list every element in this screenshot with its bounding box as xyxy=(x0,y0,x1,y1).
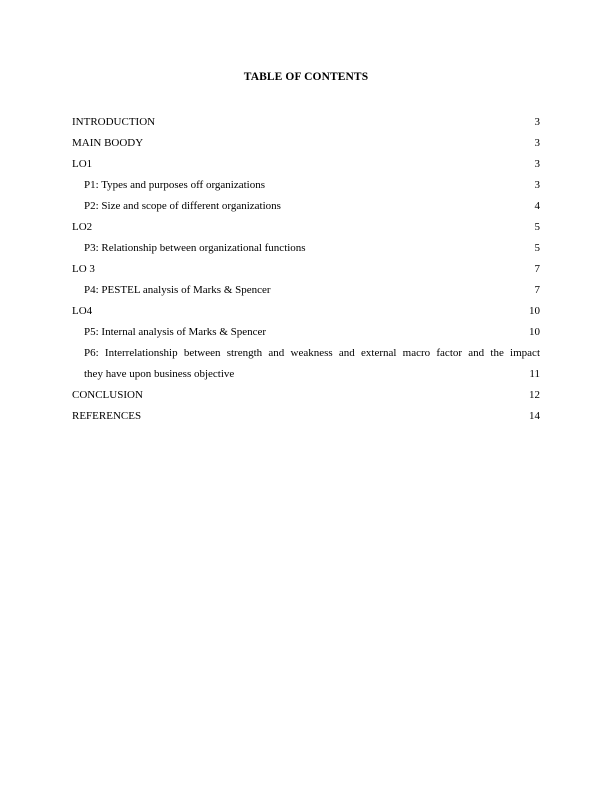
toc-entry-main-body[interactable] xyxy=(72,133,540,154)
toc-entry-label: P2: Size and scope of different organizations xyxy=(84,200,281,212)
toc-page-number: 14 xyxy=(529,410,540,422)
toc-title: TABLE OF CONTENTS xyxy=(243,71,369,83)
toc-page-number: 10 xyxy=(529,326,540,338)
toc-entry-p1[interactable] xyxy=(72,175,540,196)
toc-page-number: 3 xyxy=(534,137,540,149)
toc-page-number: 3 xyxy=(534,179,540,191)
toc-page-number: 12 xyxy=(529,389,540,401)
toc-entry-label: P4: PESTEL analysis of Marks & Spencer xyxy=(84,284,271,296)
toc-entry-introduction[interactable] xyxy=(72,112,540,133)
toc-entry-label: MAIN BOODY xyxy=(72,137,144,149)
toc-entry-label: INTRODUCTION xyxy=(72,116,156,128)
toc-entry-p5[interactable] xyxy=(72,322,540,343)
toc-entry-p6[interactable] xyxy=(72,343,540,385)
toc-entry-p3[interactable] xyxy=(72,238,540,259)
toc-entry-label: REFERENCES xyxy=(72,410,142,422)
toc-entry-lo2[interactable] xyxy=(72,217,540,238)
toc-entry-line2 xyxy=(84,364,540,385)
toc-page-number: 4 xyxy=(534,200,540,212)
toc-entry-lo1[interactable] xyxy=(72,154,540,175)
toc-entry-p4[interactable] xyxy=(72,280,540,301)
toc-entry-label: LO 3 xyxy=(72,263,95,275)
toc-page-number: 10 xyxy=(529,305,540,317)
toc-entry-label: LO1 xyxy=(72,158,93,170)
toc-entry-references[interactable] xyxy=(72,406,540,427)
toc-page-number: 11 xyxy=(529,368,540,380)
toc-page-number: 7 xyxy=(534,284,540,296)
toc-list xyxy=(72,112,540,427)
toc-entry-label: P1: Types and purposes off organizations xyxy=(84,179,266,191)
toc-entry-p2[interactable] xyxy=(72,196,540,217)
toc-entry-lo4[interactable] xyxy=(72,301,540,322)
toc-page-number: 7 xyxy=(534,263,540,275)
toc-entry-conclusion[interactable] xyxy=(72,385,540,406)
toc-page-number: 5 xyxy=(534,221,540,233)
toc-page-number: 3 xyxy=(534,116,540,128)
toc-entry-label: LO2 xyxy=(72,221,93,233)
toc-entry-label-line2: they have upon business objective xyxy=(84,368,235,380)
toc-entry-label-line1: P6: Interrelationship between strength and weakness and external macro factor and the impact xyxy=(84,347,540,359)
toc-entry-label: CONCLUSION xyxy=(72,389,143,401)
toc-entry-label: P5: Internal analysis of Marks & Spencer xyxy=(84,326,267,338)
toc-entry-label: P3: Relationship between organizational functions xyxy=(84,242,306,254)
toc-entry-lo3[interactable] xyxy=(72,259,540,280)
toc-entry-label: LO4 xyxy=(72,305,93,317)
toc-page-number: 5 xyxy=(534,242,540,254)
toc-page-number: 3 xyxy=(534,158,540,170)
